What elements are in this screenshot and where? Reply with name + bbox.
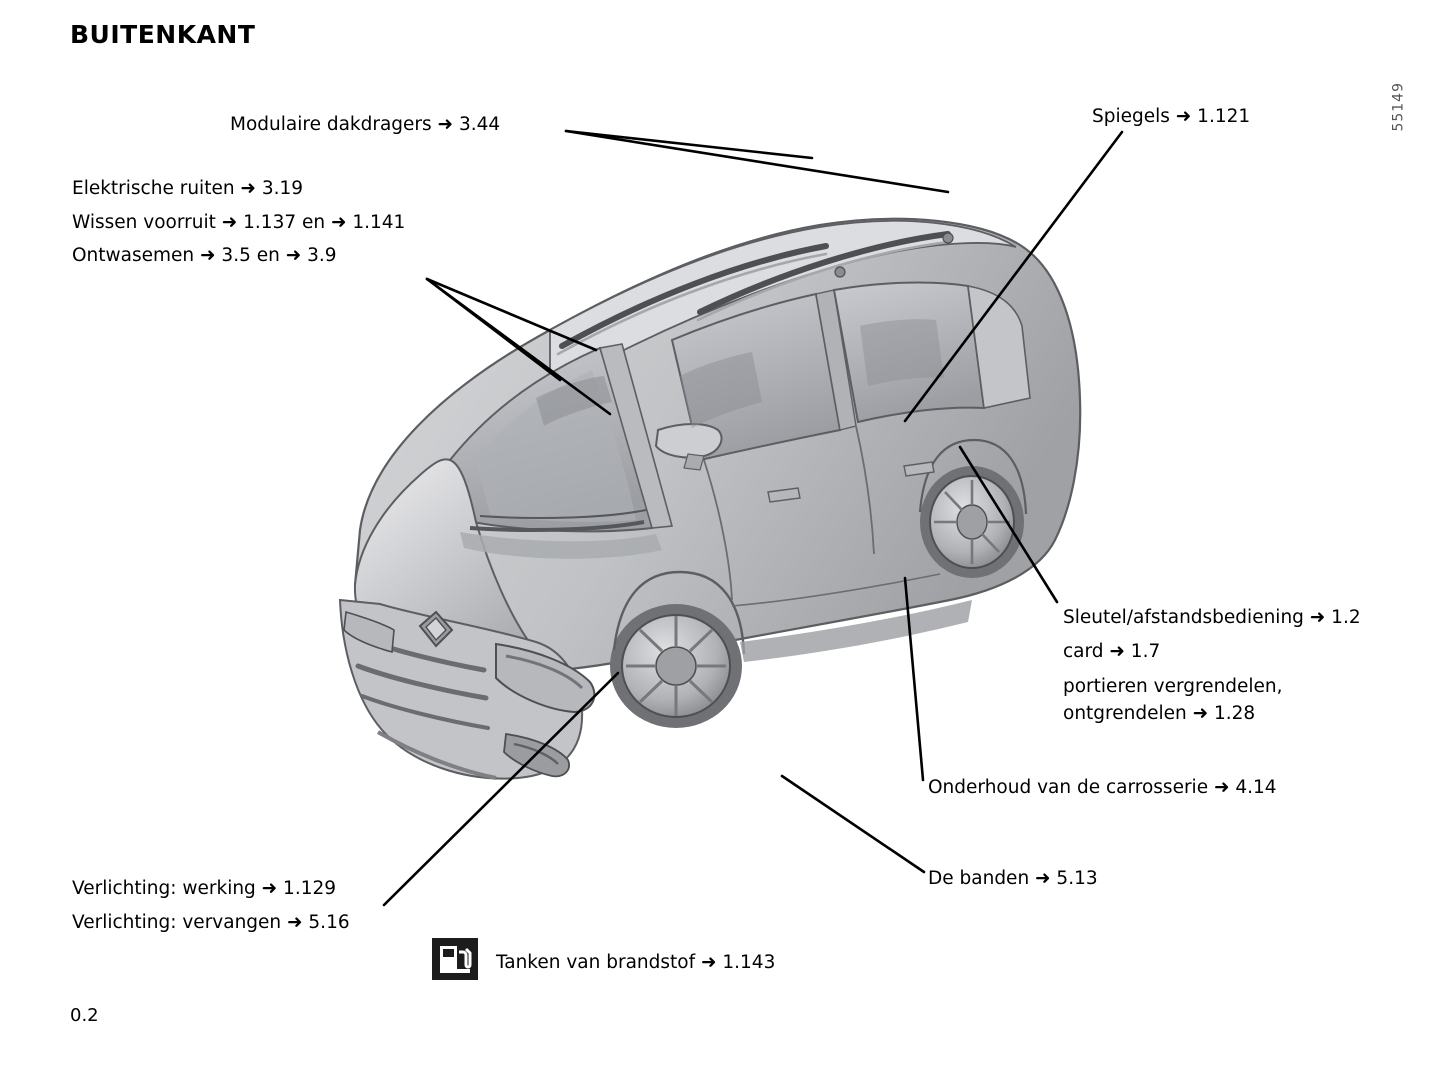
callout-roof-bars: Modulaire dakdragers ➜ 3.44 (230, 114, 501, 135)
callout-refuelling: Tanken van brandstof ➜ 1.143 (496, 952, 776, 973)
callout-card: card ➜ 1.7 (1063, 641, 1161, 662)
fuel-pump-icon (432, 938, 478, 980)
callout-bodywork-care: Onderhoud van de carrosserie ➜ 4.14 (928, 777, 1277, 798)
callout-lighting-replacement: Verlichting: vervangen ➜ 5.16 (72, 912, 350, 933)
page-number: 0.2 (70, 1005, 99, 1026)
page-title: BUITENKANT (70, 20, 256, 49)
callout-tyres: De banden ➜ 5.13 (928, 868, 1098, 889)
callout-demisting: Ontwasemen ➜ 3.5 en ➜ 3.9 (72, 245, 337, 266)
callout-door-locking: portieren vergrendelen, ontgrendelen ➜ 1.28 (1063, 676, 1283, 724)
figure-code: 55149 (1391, 82, 1407, 132)
callout-windscreen-wipers: Wissen voorruit ➜ 1.137 en ➜ 1.141 (72, 212, 406, 233)
callout-electric-windows: Elektrische ruiten ➜ 3.19 (72, 178, 304, 199)
callout-mirrors: Spiegels ➜ 1.121 (1092, 106, 1251, 127)
callout-key-remote: Sleutel/afstandsbediening ➜ 1.2 (1063, 607, 1361, 628)
vehicle-illustration (300, 130, 1100, 830)
callout-lighting-operation: Verlichting: werking ➜ 1.129 (72, 878, 337, 899)
